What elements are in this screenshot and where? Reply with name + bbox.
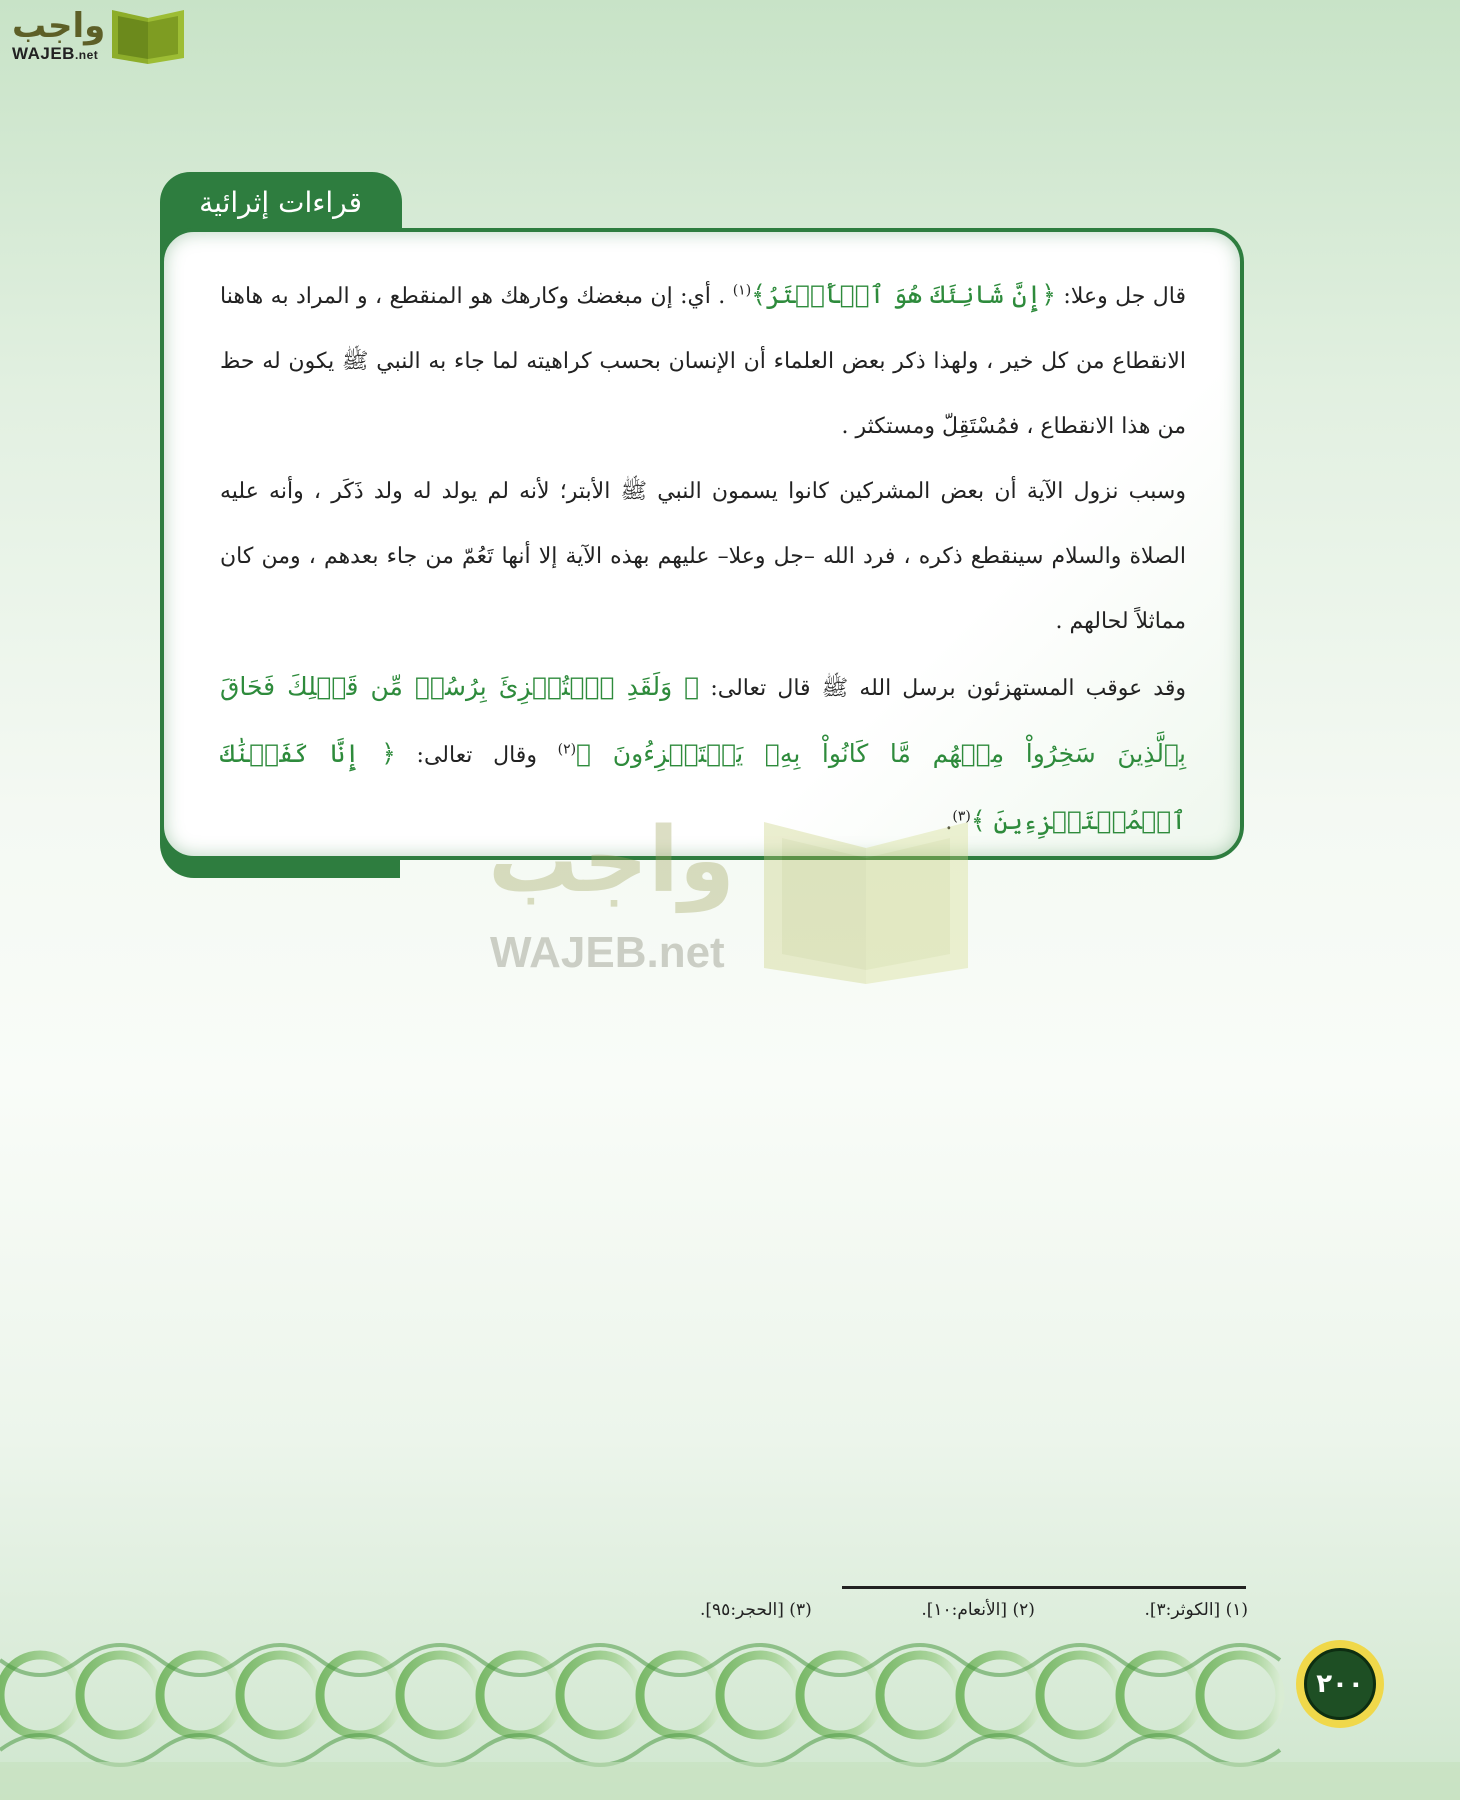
p3-intro: وقد عوقب المستهزئون برسل الله ﷺ قال تعالى: <box>710 676 1186 701</box>
p3-mid: وقال تعالى: <box>395 743 558 768</box>
footnote-3: (٣) [الحجر:٩٥]. <box>700 1600 812 1620</box>
p1-rest: . أي: إن مبغضك وكارهك هو المنقطع ، و المراد به هاهنا الانقطاع من كل خير ، ولهذا ذكر بعض العلماء أن الإنسان بحسب كراهيته لما جاء به النبي ﷺ يكون له حظ من هذا الانقطاع ، فمُسْتَقِلّ ومستكثر . <box>220 284 1186 439</box>
quran-verse-kawthar: ﴿إِنَّ شَانِئَكَ هُوَ ٱلۡأَبۡتَرُ﴾ <box>751 280 1056 309</box>
logo-tld: .net <box>74 48 99 62</box>
bottom-ornament-border <box>0 1640 1460 1800</box>
section-title-text: قراءات إثرائية <box>199 186 362 219</box>
p3-end: . <box>945 810 953 835</box>
footnote-divider <box>842 1586 1246 1589</box>
wajeb-logo[interactable] <box>8 6 190 68</box>
quran-verse-anam: ﴿ وَلَقَدِ ٱسۡتُهۡزِئَ بِرُسُلٖ مِّن قَبۡلِكَ فَحَاقَ بِٱلَّذِينَ سَخِرُواْ مِنۡهُم مَّا كَانُواْ بِهِۦ يَسۡتَهۡزِءُونَ ﴾ <box>220 672 1187 768</box>
footnote-ref-2[interactable]: (٢) <box>557 741 577 758</box>
card-body <box>220 262 1186 855</box>
page-number-badge <box>1296 1640 1384 1728</box>
watermark-latin-name: WAJEB <box>490 928 647 977</box>
page-number: ٢٠٠ <box>1304 1648 1376 1720</box>
paragraph-2: وسبب نزول الآية أن بعض المشركين كانوا يسمون النبي ﷺ الأبتر؛ لأنه لم يولد له ولد ذَكَر ، وأنه عليه الصلاة والسلام سينقطع ذكره ، فرد الله –جل وعلا– عليهم بهذه الآية إلا أنها تَعُمّ من جاء بعدهم ، ومن كان مماثلاً لحالهم . <box>220 479 1186 634</box>
footnote-ref-3[interactable]: (٣) <box>952 808 971 825</box>
logo-arabic-text: واجب <box>12 6 106 46</box>
footnotes <box>700 1600 1248 1630</box>
logo-latin-text <box>12 44 98 64</box>
watermark-latin <box>490 928 725 978</box>
paragraph-1 <box>220 262 1186 459</box>
watermark-tld: .net <box>646 928 725 977</box>
section-title <box>160 180 392 226</box>
watermark-arabic: واجب <box>488 808 735 913</box>
footnote-2: (٢) [الأنعام:١٠]. <box>921 1600 1035 1620</box>
watermark-book-icon <box>756 818 976 988</box>
p1-intro: قال جل وعلا: <box>1063 284 1187 309</box>
book-icon <box>108 8 188 66</box>
logo-latin-name: WAJEB <box>12 44 75 63</box>
footnote-1: (١) [الكوثر:٣]. <box>1144 1600 1248 1620</box>
watermark <box>488 808 988 988</box>
quran-verse-hijr: ﴿ إِنَّا كَفَيۡنَٰكَ ٱلۡمُسۡتَهۡزِءِينَ ﴾ <box>220 739 1186 835</box>
footnote-ref-1[interactable]: (١) <box>732 282 752 299</box>
